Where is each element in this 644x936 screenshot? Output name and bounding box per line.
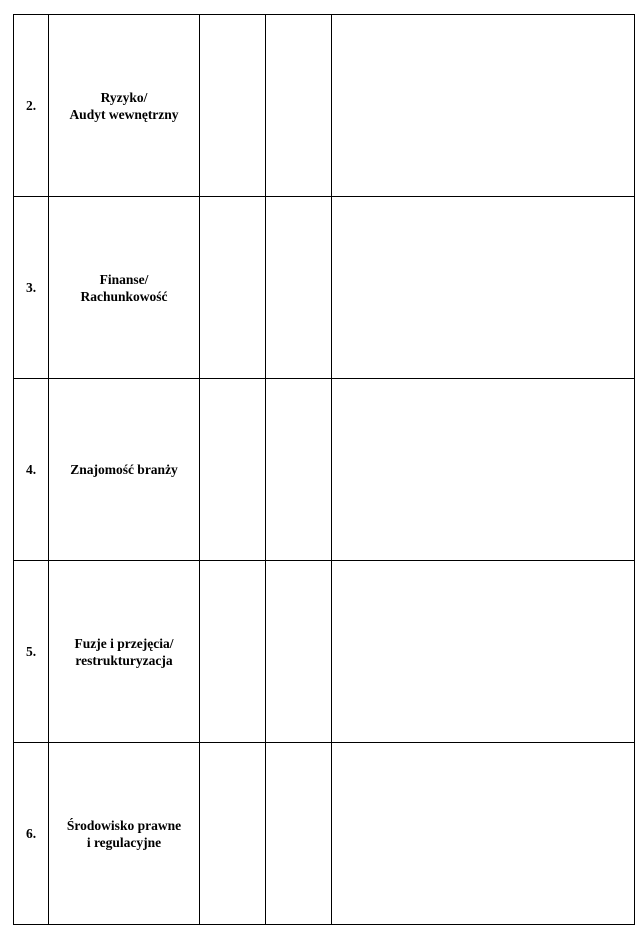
- table-row: [14, 197, 635, 379]
- table-row: [14, 743, 635, 925]
- empty-cell: [266, 197, 332, 379]
- description-cell: [332, 743, 635, 925]
- description-cell: [332, 561, 635, 743]
- area-name-line: Finanse/: [99, 271, 149, 287]
- area-name: [49, 15, 200, 197]
- description-cell: [332, 197, 635, 379]
- area-name-line: i regulacyjne: [86, 834, 162, 850]
- empty-cell: [200, 15, 266, 197]
- area-name-line: Fuzje i przejęcia/: [74, 635, 174, 651]
- empty-cell: [200, 197, 266, 379]
- empty-cell: [200, 561, 266, 743]
- table-row: [14, 561, 635, 743]
- area-name-line: Znajomość branży: [70, 462, 178, 477]
- description-cell: [332, 379, 635, 561]
- empty-cell: [200, 379, 266, 561]
- area-name-line: Audyt wewnętrzny: [69, 106, 179, 122]
- area-name-line: restrukturyzacja: [75, 652, 173, 668]
- table-row: [14, 379, 635, 561]
- area-name-line: Środowisko prawne: [66, 817, 182, 833]
- row-number: 3.: [14, 197, 49, 379]
- row-number: 2.: [14, 15, 49, 197]
- area-name-line: Rachunkowość: [80, 288, 168, 304]
- area-name: [49, 379, 200, 561]
- area-name-line: Ryzyko/: [100, 89, 148, 105]
- description-cell: [332, 15, 635, 197]
- competence-table: [13, 14, 635, 925]
- empty-cell: [266, 15, 332, 197]
- area-name: [49, 197, 200, 379]
- empty-cell: [266, 743, 332, 925]
- empty-cell: [200, 743, 266, 925]
- row-number: 5.: [14, 561, 49, 743]
- row-number: 4.: [14, 379, 49, 561]
- empty-cell: [266, 379, 332, 561]
- area-name: [49, 561, 200, 743]
- row-number: 6.: [14, 743, 49, 925]
- empty-cell: [266, 561, 332, 743]
- table-row: [14, 15, 635, 197]
- area-name: [49, 743, 200, 925]
